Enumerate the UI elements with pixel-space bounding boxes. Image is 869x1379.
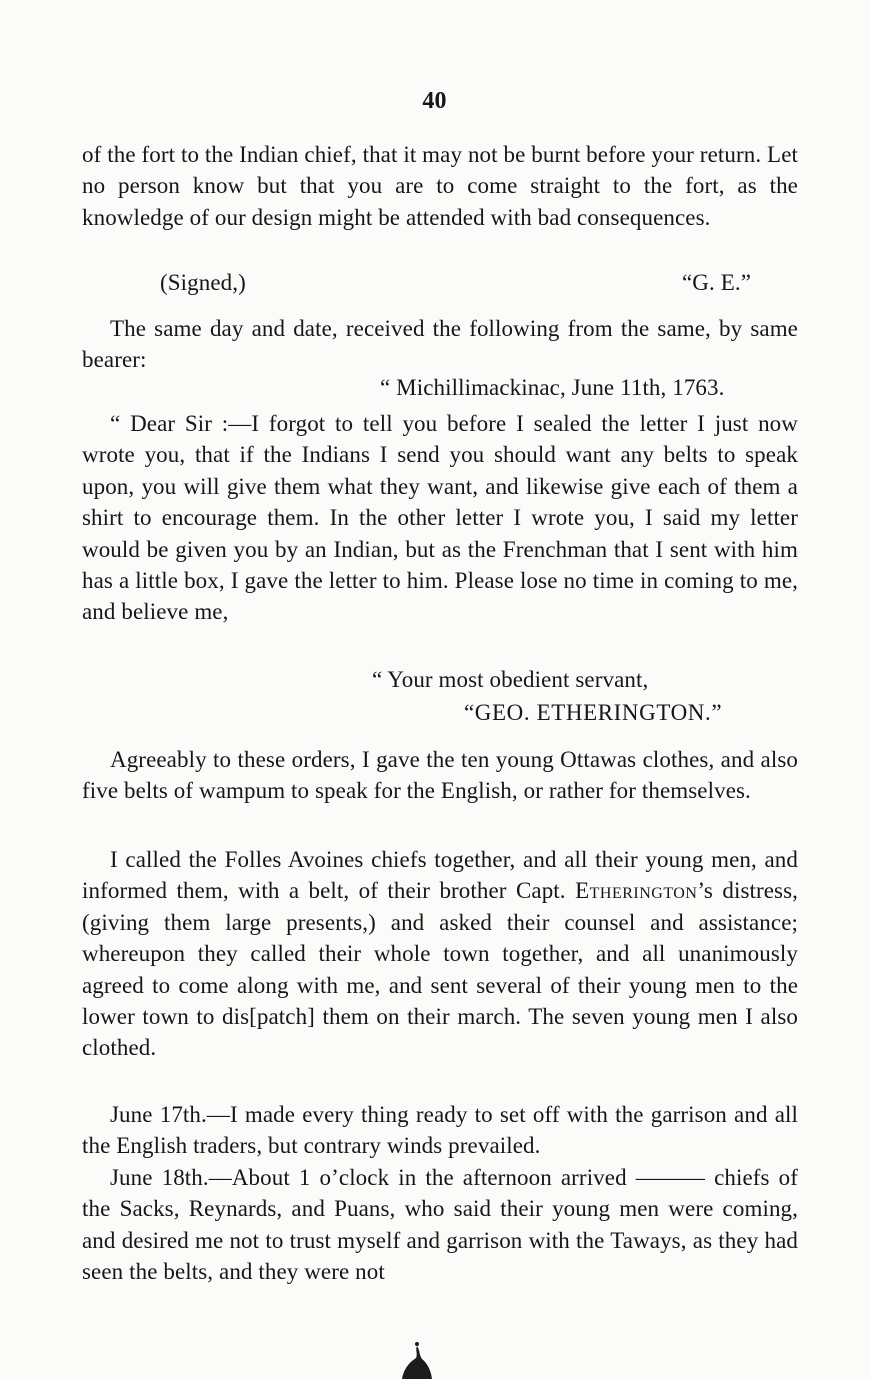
letter-signature: “GEO. ETHERINGTON.” [464,700,723,725]
paragraph-june-17: June 17th.—I made every thing ready to set off with the garrison and all the English traders, but contrary winds prevailed. [82,1102,798,1159]
page-number: 40 [422,88,447,114]
paragraph-folles-avoines-start: I called the Folles Avoines chiefs together, and all their young men, and informed them, with a belt, of their brother Capt. [82,847,798,904]
letter-dateline: “ Michillimackinac, June 11th, 1763. [380,375,725,400]
paragraph-second-letter-intro: The same day and date, received the following from the same, by same bearer: [82,316,798,373]
paragraph-letter-continuation: of the fort to the Indian chief, that it may not be burnt before your return. Let no person know but that you are to come straight to the fort, as the knowledge of our design might be attended with bad consequences. [82,142,798,230]
signed-label: (Signed,) [160,270,246,295]
signed-initials: “G. E.” [682,270,752,295]
etherington-name: Etherington [575,878,698,904]
paragraph-folles-avoines-rest: ’s distress, (giving them large presents,) and asked their counsel and assistance; whereupon they called their whole town together, and all unanimously agreed to come along with me, and sent several of their young men to the lower town to dis[patch] them on their march. The seven young men I also clothed. [82,878,799,1061]
paragraph-second-letter-body: “ Dear Sir :—I forgot to tell you before I sealed the letter I just now wrote you, that if the Indians I send you should want any belts to speak upon, you will give them what they want, and likewise give each of them a shirt to encourage them. In the other letter I wrote you, I said my letter would be given you by an Indian, but as the Frenchman that I sent with him has a little box, I gave the letter to him. Please lose no time in coming to me, and believe me, [82,411,798,625]
letter-closing: “ Your most obedient servant, [372,667,649,692]
paragraph-ottawas-clothes: Agreeably to these orders, I gave the ten young Ottawas clothes, and also five belts of wampum to speak for the English, or rather for themselves. [82,747,798,804]
ornament-icon [396,1340,436,1379]
paragraph-folles-avoines [82,844,798,1064]
paragraph-june-18: June 18th.—About 1 o’clock in the afternoon arrived ——— chiefs of the Sacks, Reynards, and Puans, who said their young men were coming, and desired me not to trust myself and garrison with the Taways, as they had seen the belts, and they were not [82,1165,798,1285]
